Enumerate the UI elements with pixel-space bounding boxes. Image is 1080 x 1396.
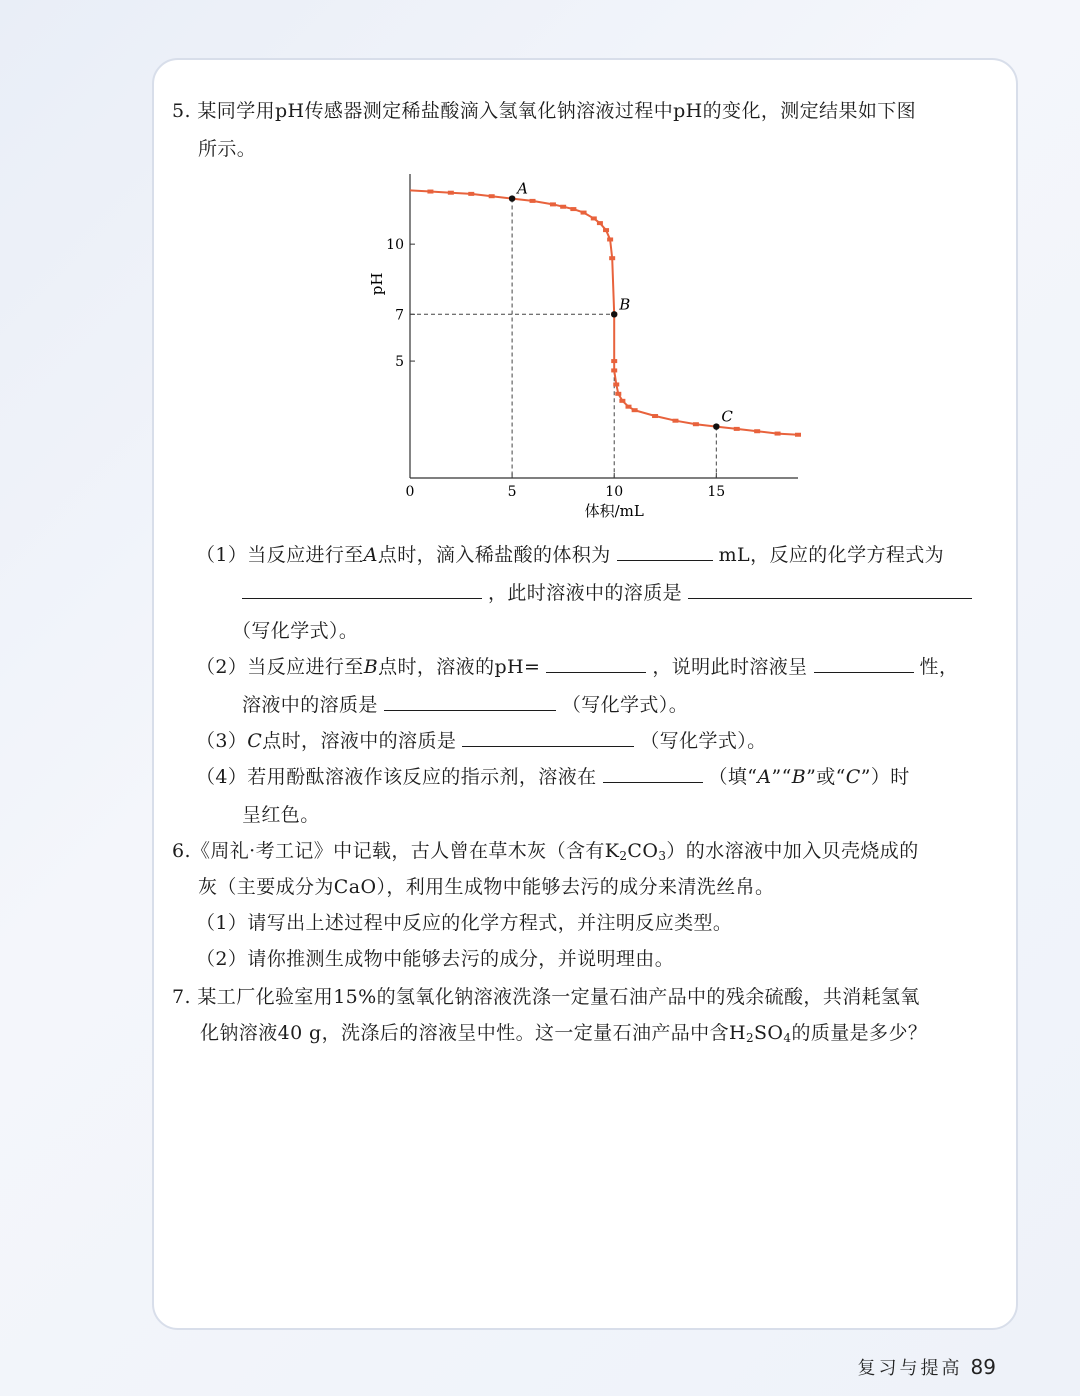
q7-line1 bbox=[172, 984, 920, 1010]
q5-sub2-text-d: 溶液中的溶质是 bbox=[242, 694, 378, 716]
option-c: C bbox=[845, 766, 861, 788]
q5-number: 5. bbox=[172, 100, 191, 122]
q5-sub4-sep2: ”或“ bbox=[806, 766, 846, 788]
curve-marker bbox=[734, 427, 740, 431]
curve-marker bbox=[795, 433, 801, 437]
q5-sub3-line bbox=[196, 728, 767, 754]
q7-text-2a: 化钠溶液40 g，洗涤后的溶液呈中性。这一定量石油产品中含H bbox=[200, 1022, 746, 1044]
q7-number: 7. bbox=[172, 986, 191, 1008]
curve-marker bbox=[652, 414, 658, 418]
q7-text-1: 某工厂化验室用15%的氢氧化钠溶液洗涤一定量石油产品中的残余硫酸，共消耗氢氧 bbox=[197, 986, 920, 1008]
curve-marker bbox=[619, 399, 625, 403]
curve-marker bbox=[550, 202, 556, 206]
curve-marker bbox=[672, 419, 678, 423]
curve-marker bbox=[591, 216, 597, 220]
curve-marker bbox=[570, 207, 576, 211]
curve-marker bbox=[611, 359, 617, 363]
curve-marker bbox=[530, 199, 536, 203]
q6-number: 6. bbox=[172, 840, 191, 862]
curve-marker bbox=[626, 405, 632, 409]
answer-blank-point[interactable] bbox=[603, 764, 703, 783]
q7-text-2b: SO bbox=[754, 1022, 784, 1044]
q6-text-1b: CO bbox=[627, 840, 659, 862]
q5-text-1: 某同学用pH传感器测定稀盐酸滴入氢氧化钠溶液过程中pH的变化，测定结果如下图 bbox=[197, 100, 917, 122]
q5-sub2-text-e: （写化学式）。 bbox=[561, 694, 689, 716]
q6-line1 bbox=[172, 838, 919, 864]
q5-sub4-line1 bbox=[196, 764, 910, 790]
y-axis-label: pH bbox=[368, 272, 386, 296]
x-axis-label: 体积/mL bbox=[584, 502, 644, 520]
curve-marker bbox=[468, 192, 474, 196]
curve-marker bbox=[613, 382, 619, 386]
chart-reference-lines bbox=[410, 199, 716, 478]
chart-axes bbox=[410, 174, 798, 478]
q5-sub1-label: （1）当反应进行至 bbox=[196, 544, 364, 566]
q6-sub1: （1）请写出上述过程中反应的化学方程式，并注明反应类型。 bbox=[196, 912, 733, 934]
curve-marker bbox=[632, 408, 638, 412]
q6-subscript-3: 3 bbox=[658, 849, 667, 863]
option-b: B bbox=[791, 766, 807, 788]
curve-marker bbox=[597, 221, 603, 225]
x-tick-label: 15 bbox=[707, 484, 726, 500]
q5-sub1-text-c: ，此时溶液中的溶质是 bbox=[488, 582, 683, 604]
page-footer bbox=[858, 1354, 996, 1380]
q5-sub3-label: （3） bbox=[196, 730, 248, 752]
q5-sub1-line1 bbox=[196, 542, 944, 568]
y-tick-labels bbox=[386, 237, 404, 370]
curve-marker bbox=[754, 429, 760, 433]
curve-marker bbox=[448, 191, 454, 195]
curve-marker bbox=[427, 190, 433, 194]
point-c-label: C bbox=[721, 407, 733, 426]
y-tick-label: 7 bbox=[395, 307, 404, 324]
point-b-label: B bbox=[619, 295, 631, 314]
q5-sub1-text-a: 点时，滴入稀盐酸的体积为 bbox=[377, 544, 611, 566]
q6-line2: 灰（主要成分为CaO），利用生成物中能够去污的成分来清洗丝帛。 bbox=[198, 876, 775, 898]
curve-marker bbox=[603, 228, 609, 232]
q6-text-1a: 《周礼·考工记》中记载，古人曾在草木灰（含有K bbox=[190, 840, 620, 862]
q6-sub2: （2）请你推测生成物中能够去污的成分，并说明理由。 bbox=[196, 948, 675, 970]
q7-subscript-2: 2 bbox=[745, 1031, 754, 1045]
ph-titration-chart bbox=[360, 170, 810, 530]
q6-text-1c: ）的水溶液中加入贝壳烧成的 bbox=[666, 840, 919, 862]
q5-sub3-text-a: 点时，溶液中的溶质是 bbox=[262, 730, 457, 752]
q5-sub2-text-b: ，说明此时溶液呈 bbox=[652, 656, 808, 678]
point-c-dot bbox=[713, 423, 719, 429]
y-tick-label: 5 bbox=[395, 354, 404, 371]
q6-subscript-2: 2 bbox=[619, 849, 628, 863]
answer-blank-ph[interactable] bbox=[546, 654, 646, 673]
x-tick-label: 10 bbox=[605, 484, 624, 500]
x-tick-labels bbox=[406, 484, 726, 500]
q5-sub2-text-a: 点时，溶液的pH= bbox=[378, 656, 541, 678]
page-number: 89 bbox=[970, 1355, 996, 1379]
q5-line2: 所示。 bbox=[198, 138, 257, 160]
q5-sub2-label: （2）当反应进行至 bbox=[196, 656, 364, 678]
curve-marker bbox=[489, 194, 495, 198]
q5-sub3-text-b: （写化学式）。 bbox=[640, 730, 767, 752]
point-b-dot bbox=[611, 311, 617, 317]
curve-marker bbox=[560, 205, 566, 209]
answer-blank-solute-b[interactable] bbox=[384, 692, 556, 711]
point-a-ref: A bbox=[363, 544, 378, 566]
ph-curve-line bbox=[410, 190, 798, 434]
q5-sub2-line2 bbox=[242, 692, 688, 718]
curve-marker bbox=[609, 256, 615, 260]
point-c-ref: C bbox=[247, 730, 263, 752]
curve-marker bbox=[775, 432, 781, 436]
q5-sub4-line2: 呈红色。 bbox=[242, 804, 320, 826]
curve-marker bbox=[615, 392, 621, 396]
x-tick-label: 5 bbox=[507, 484, 517, 500]
point-a-label: A bbox=[517, 179, 528, 198]
answer-blank-solute-a[interactable] bbox=[688, 580, 972, 599]
q7-text-2c: 的质量是多少？ bbox=[791, 1022, 928, 1044]
q5-sub4-text-b: （填“ bbox=[708, 766, 758, 788]
answer-blank-acidity[interactable] bbox=[814, 654, 914, 673]
y-tick-label: 10 bbox=[386, 237, 404, 254]
answer-blank-equation[interactable] bbox=[242, 580, 482, 599]
curve-marker bbox=[693, 422, 699, 426]
q5-sub4-text-a: （4）若用酚酞溶液作该反应的指示剂，溶液在 bbox=[196, 766, 597, 788]
q5-sub1-line2 bbox=[242, 580, 978, 606]
q5-sub2-text-c: 性， bbox=[919, 656, 959, 678]
option-a: A bbox=[757, 766, 772, 788]
q5-sub4-text-c: ”）时 bbox=[860, 766, 910, 788]
q5-line1 bbox=[172, 98, 916, 124]
q5-sub1-text-b: mL，反应的化学方程式为 bbox=[718, 544, 945, 566]
x-tick-label: 0 bbox=[405, 484, 415, 500]
q7-subscript-4: 4 bbox=[783, 1031, 792, 1045]
q7-line2 bbox=[200, 1020, 927, 1046]
q5-sub1-line3: （写化学式）。 bbox=[232, 620, 359, 642]
answer-blank-volume[interactable] bbox=[617, 542, 713, 561]
point-a-dot bbox=[509, 195, 515, 201]
point-b-ref: B bbox=[363, 656, 379, 678]
q5-sub4-sep1: ”“ bbox=[771, 766, 792, 788]
footer-section-title: 复习与提高 bbox=[857, 1358, 963, 1379]
curve-marker bbox=[607, 237, 613, 241]
curve-marker bbox=[611, 368, 617, 372]
q5-sub2-line1 bbox=[196, 654, 958, 680]
answer-blank-solute-c[interactable] bbox=[462, 728, 634, 747]
curve-marker bbox=[581, 211, 587, 215]
